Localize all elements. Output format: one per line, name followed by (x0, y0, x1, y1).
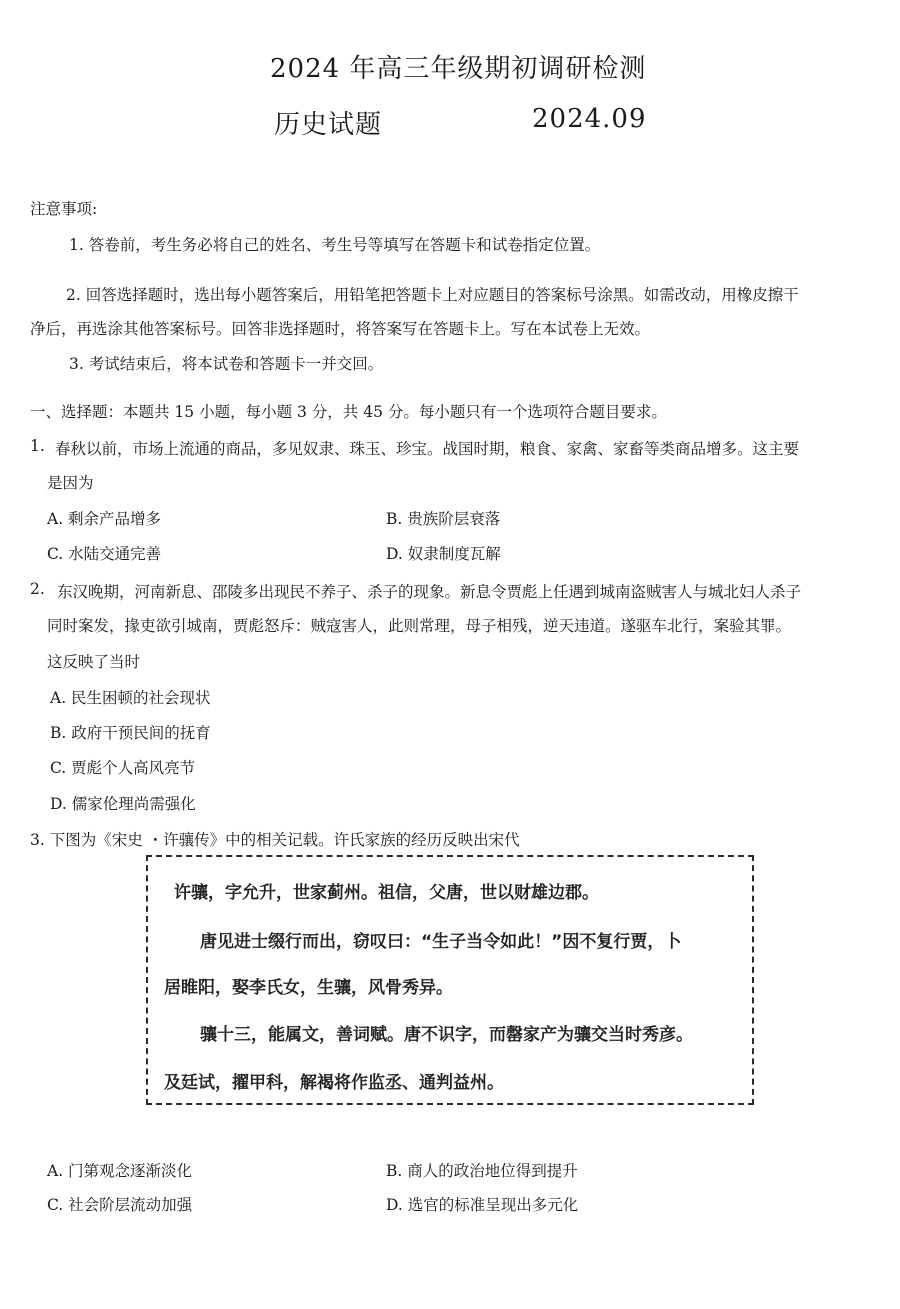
q2-option-c[interactable]: C. 贾彪个人高风亮节 (50, 759, 196, 777)
exam-title: 2024 年高三年级期初调研检测 (270, 54, 647, 84)
excerpt-line-2: 唐见进士缀行而出，窃叹曰：“生子当令如此！”因不复行贾，卜 (200, 932, 682, 952)
q2-number: 2. (30, 580, 45, 598)
notice-item-2-line-1: 2. 回答选择题时，选出每小题答案后，用铅笔把答题卡上对应题目的答案标号涂黑。如需改动，用橡皮擦干 (66, 286, 799, 304)
q2-option-a[interactable]: A. 民生困顿的社会现状 (50, 689, 211, 707)
excerpt-line-4: 骧十三，能属文，善词赋。唐不识字，而罄家产为骧交当时秀彦。 (200, 1025, 693, 1045)
subject-title: 历史试题 (274, 110, 383, 140)
section-heading: 一、选择题：本题共 15 小题，每小题 3 分，共 45 分。每小题只有一个选项符合题目要求。 (30, 403, 667, 421)
q1-option-c[interactable]: C. 水陆交通完善 (47, 545, 162, 563)
excerpt-line-3: 居睢阳，娶李氏女，生骧，风骨秀异。 (164, 978, 453, 998)
q1-stem-line-1: 春秋以前，市场上流通的商品，多见奴隶、珠玉、珍宝。战国时期，粮食、家禽、家畜等类商品增多。这主要 (55, 440, 800, 458)
q3-option-d[interactable]: D. 选官的标准呈现出多元化 (386, 1196, 579, 1214)
q3-option-b[interactable]: B. 商人的政治地位得到提升 (386, 1162, 578, 1180)
q2-stem-line-2: 同时案发，掾吏欲引城南，贾彪怒斥：贼寇害人，此则常理，母子相残，逆天违道。遂驱车北行，案验其罪。 (47, 617, 792, 635)
q1-number: 1. (30, 437, 45, 455)
excerpt-line-5: 及廷试，擢甲科，解褐将作监丞、通判益州。 (164, 1073, 504, 1093)
q2-stem-line-3: 这反映了当时 (47, 653, 141, 671)
q2-option-d[interactable]: D. 儒家伦理尚需强化 (50, 795, 196, 813)
notice-item-2-line-2: 净后，再选涂其他答案标号。回答非选择题时，将答案写在答题卡上。写在本试卷上无效。 (30, 320, 651, 338)
q2-stem-line-1: 东汉晚期，河南新息、邵陵多出现民不养子、杀子的现象。新息令贾彪上任遇到城南盗贼害人与城北妇人杀子 (57, 583, 802, 601)
notice-item-1: 1. 答卷前，考生务必将自己的姓名、考生号等填写在答题卡和试卷指定位置。 (69, 236, 601, 254)
q3-option-c[interactable]: C. 社会阶层流动加强 (47, 1196, 193, 1214)
q3-option-a[interactable]: A. 门第观念逐渐淡化 (47, 1162, 193, 1180)
q3-stem: 3. 下图为《宋史 ・许骧传》中的相关记载。许氏家族的经历反映出宋代 (30, 831, 520, 849)
q1-stem-line-2: 是因为 (47, 474, 94, 492)
notice-heading: 注意事项: (30, 200, 98, 218)
q2-option-b[interactable]: B. 政府干预民间的抚育 (50, 724, 211, 742)
q1-option-a[interactable]: A. 剩余产品增多 (47, 510, 162, 528)
q1-option-d[interactable]: D. 奴隶制度瓦解 (386, 545, 501, 563)
exam-date: 2024.09 (532, 104, 647, 134)
q1-option-b[interactable]: B. 贵族阶层衰落 (386, 510, 501, 528)
notice-item-3: 3. 考试结束后，将本试卷和答题卡一并交回。 (69, 355, 384, 373)
excerpt-line-1: 许骧，字允升，世家蓟州。祖信，父唐，世以财雄边郡。 (174, 883, 599, 903)
